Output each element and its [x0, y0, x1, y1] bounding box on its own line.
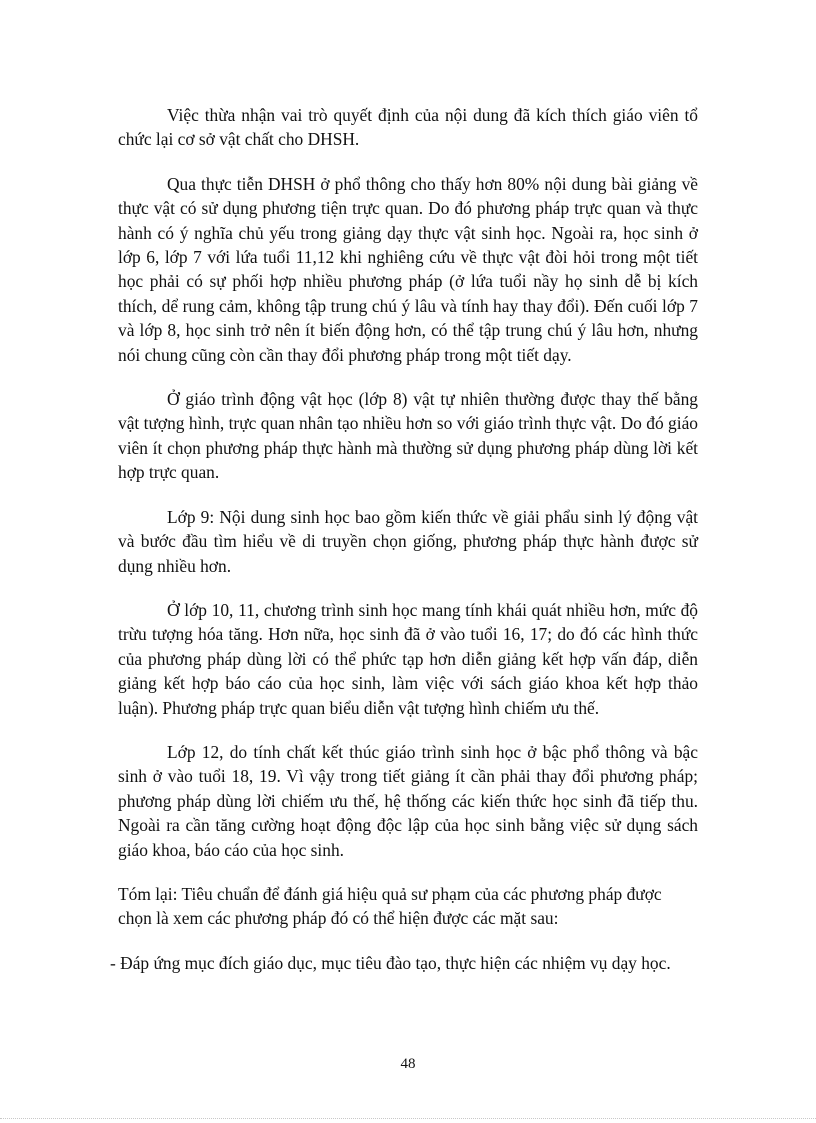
bullet-item: - Đáp ứng mục đích giáo dục, mục tiêu đào tạo, thực hiện các nhiệm vụ dạy học.	[110, 952, 671, 973]
paragraph-content-role: Việc thừa nhận vai trò quyết định của nội dung đã kích thích giáo viên tổ chức lại cơ sở vật chất cho DHSH.	[118, 105, 698, 150]
page-body	[110, 103, 698, 995]
page-number: 48	[400, 1056, 416, 1072]
paragraph-grade-9: Lớp 9: Nội dung sinh học bao gồm kiến thức về giải phẩu sinh lý động vật và bước đầu tìm hiểu về di truyền chọn giống, phương pháp thực hành được sử dụng nhiều hơn.	[118, 506, 698, 576]
paragraph-zoology: Ở giáo trình động vật học (lớp 8) vật tự nhiên thường được thay thế bằng vật tượng hình, trực quan nhân tạo nhiều hơn so với giáo trình thực vật. Do đó giáo viên ít chọn phương pháp thực hành mà thường sử dụng phương pháp dùng lời kết hợp trực quan.	[118, 389, 698, 483]
paragraph-grade-10-11: Ở lớp 10, 11, chương trình sinh học mang tính khái quát nhiều hơn, mức độ trừu tượng hóa tăng. Hơn nữa, học sinh đã ở vào tuổi 16, 17; do đó các hình thức của phương pháp dùng lời có thể phức tạp hơn diễn giảng kết hợp vấn đáp, diễn giảng kết hợp báo cáo của học sinh, làm việc với sách giáo khoa kết hợp thảo luận). Phương pháp trực quan biểu diễn vật tượng hình chiếm ưu thế.	[118, 599, 698, 718]
page-bottom-divider	[0, 1118, 816, 1119]
paragraph-grade-6-7-8: Qua thực tiễn DHSH ở phổ thông cho thấy hơn 80% nội dung bài giảng về thực vật có sử dụng phương tiện trực quan. Do đó phương pháp trực quan và thực hành có ý nghĩa chủ yếu trong giảng dạy thực vật sinh học. Ngoài ra, học sinh ở lớp 6, lớp 7 với lứa tuổi 11,12 khi nghiêng cứu về thực vật đòi hỏi trong một tiết học phải có sự phối hợp nhiều phương pháp (ở lứa tuổi nầy họ sinh dễ bị kích thích, dể rung cảm, không tập trung chú ý lâu và tính hay thay đổi). Đến cuối lớp 7 và lớp 8, học sinh trở nên ít biến động hơn, có thể tập trung chú ý lâu hơn, nhưng nói chung cũng còn cần thay đổi phương pháp trong một tiết dạy.	[118, 173, 698, 365]
paragraph-grade-12: Lớp 12, do tính chất kết thúc giáo trình sinh học ở bậc phổ thông và bậc sinh ở vào tuổi 18, 19. Vì vậy trong tiết giảng ít cần phải thay đổi phương pháp; phương pháp dùng lời chiếm ưu thế, hệ thống các kiến thức học sinh đã tiếp thu. Ngoài ra cần tăng cường hoạt động độc lập của học sinh bằng việc sử dụng sách giáo khoa, báo cáo của học sinh.	[118, 741, 698, 860]
paragraph-summary: Tóm lại: Tiêu chuẩn để đánh giá hiệu quả sư phạm của các phương pháp được chọn là xem các phương pháp đó có thể hiện được các mặt sau:	[118, 883, 662, 929]
